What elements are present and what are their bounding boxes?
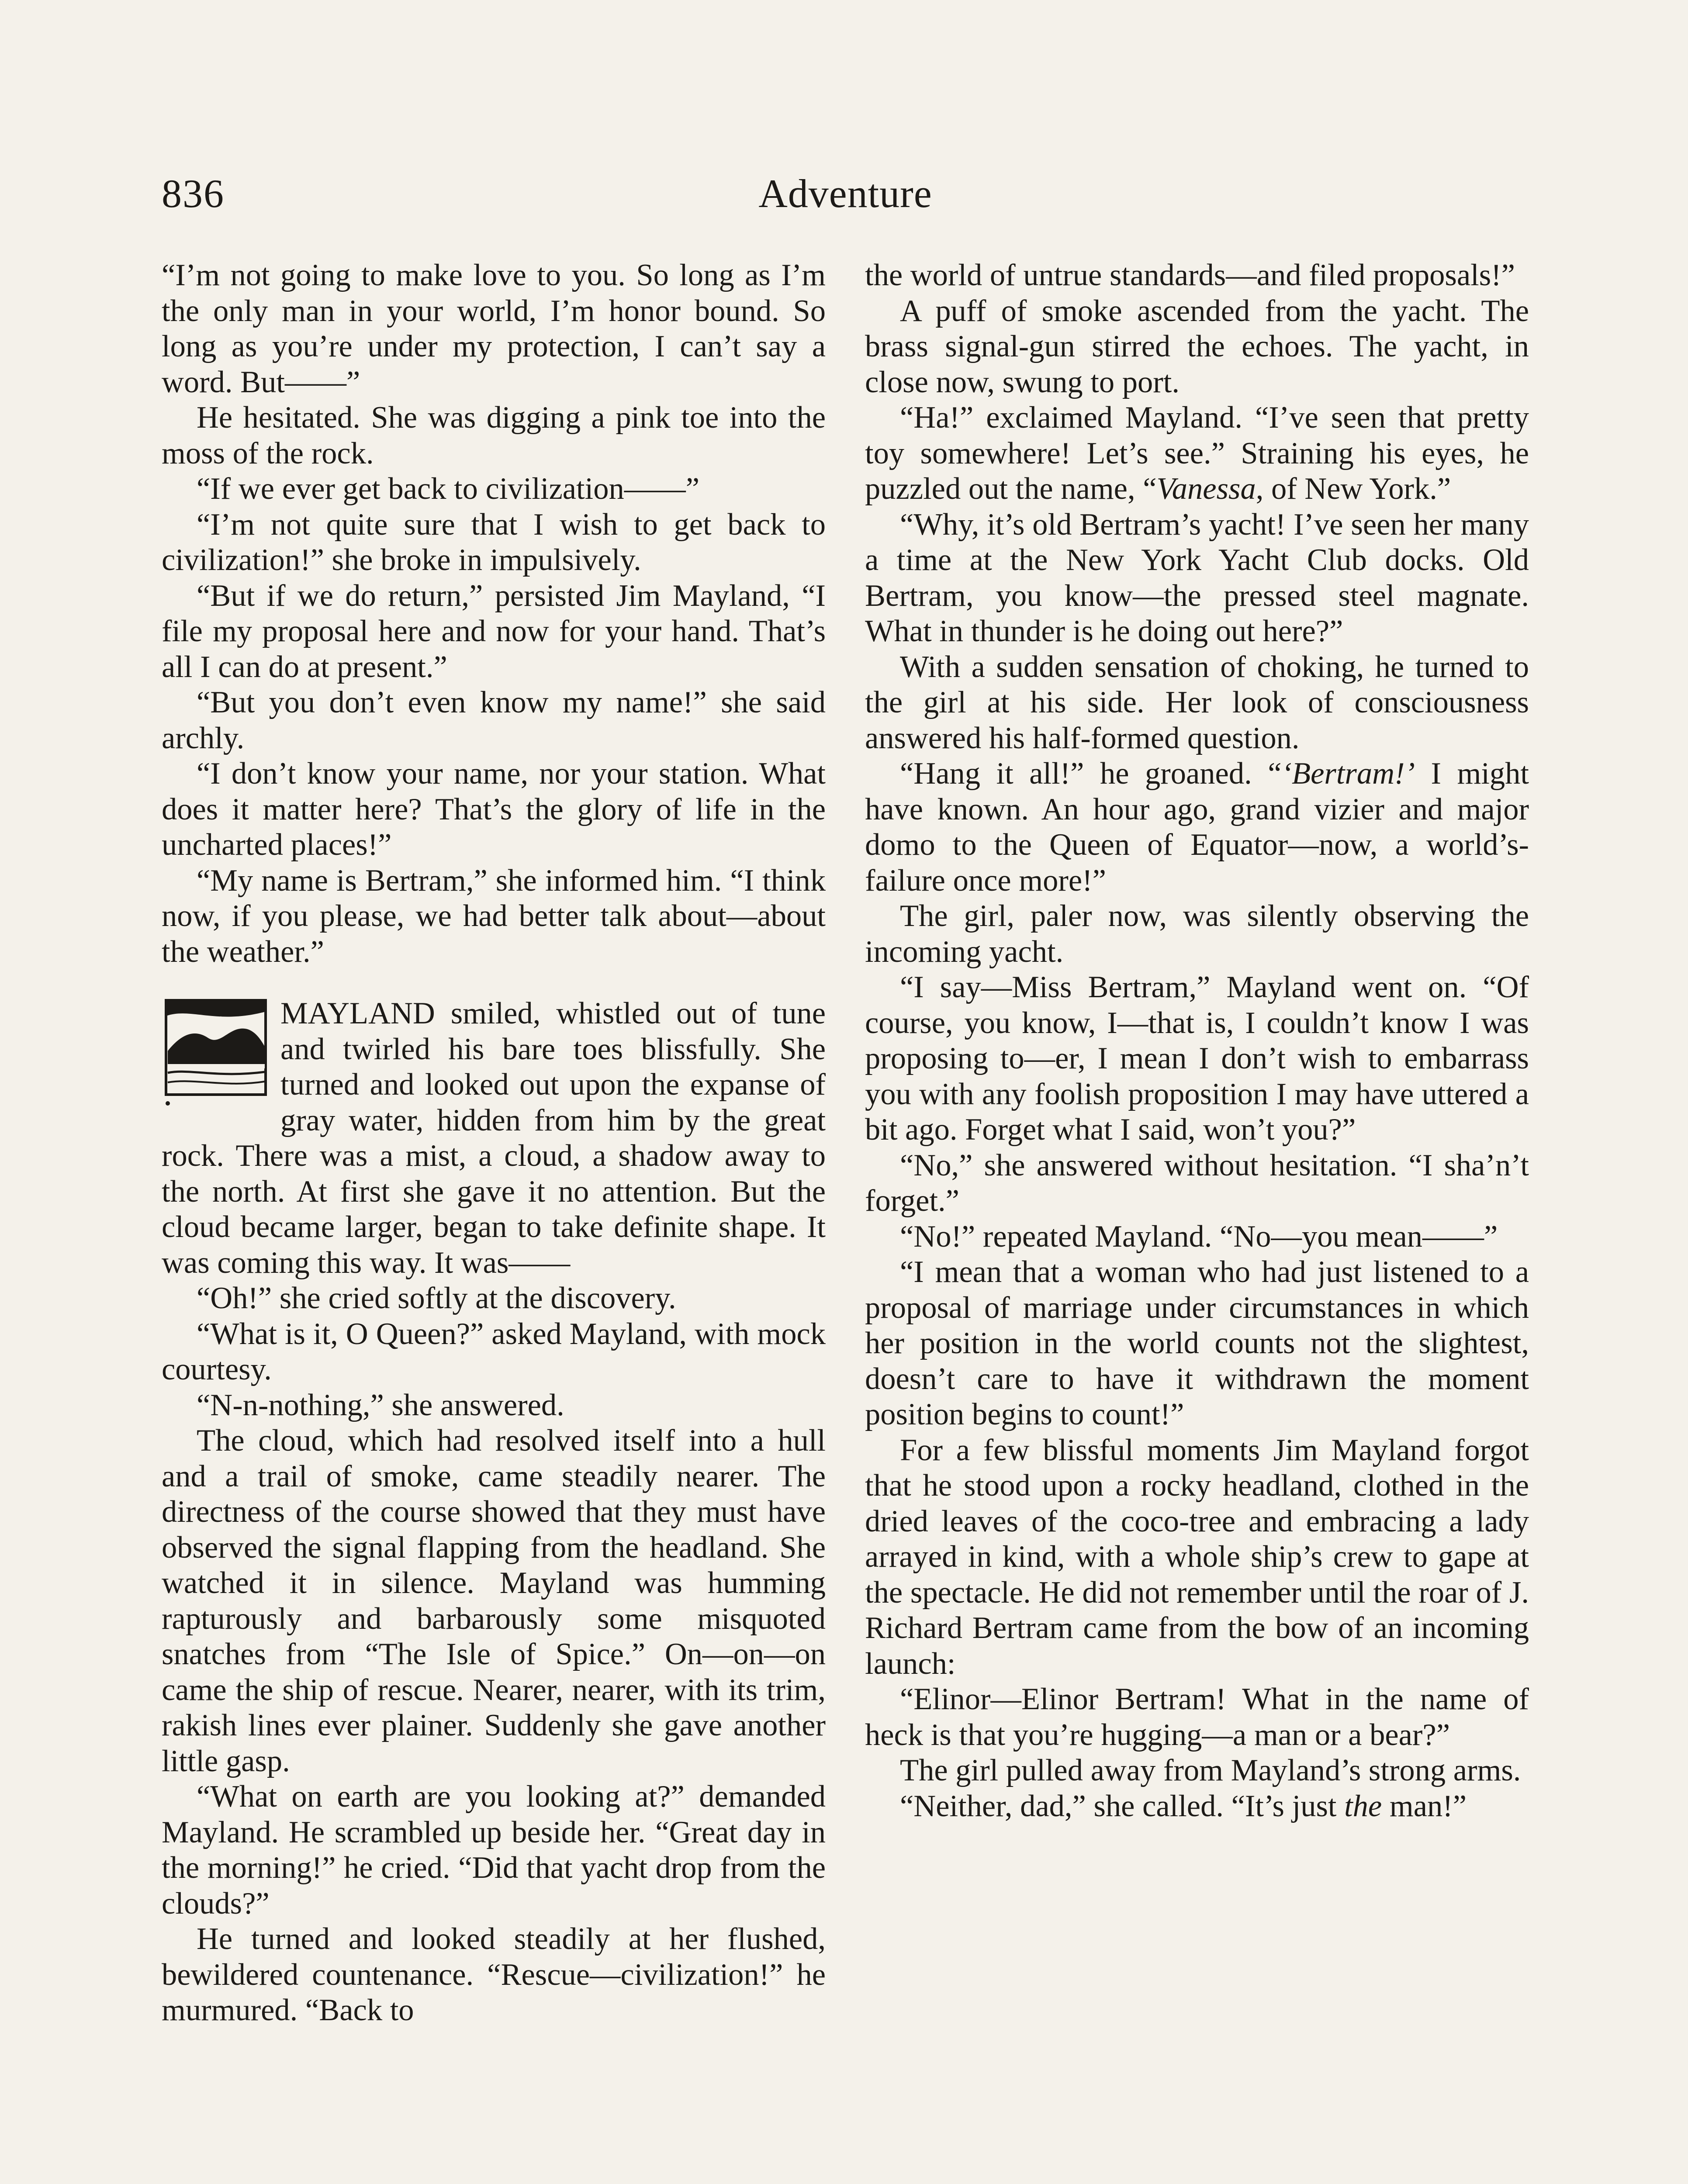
paragraph: The cloud, which had resolved itself into a hull and a trail of smoke, came steadily nearer. The directness of the course showed that they must have observed the signal flapping from the headland. She watched it in silence. Mayland was humming rapturously and barbarously some misquoted snatches from “The Isle of Spice.” On—on—on came the ship of rescue. Nearer, nearer, with its trim, rakish lines ever plainer. Suddenly she gave another little gasp.	[162, 1424, 826, 1778]
paragraph	[865, 1789, 1529, 1825]
page-header	[162, 165, 1529, 222]
paragraph: “But you don’t even know my name!” she said archly.	[162, 685, 826, 755]
paragraph: “But if we do return,” persisted Jim Mayland, “I file my proposal here and now for your hand. That’s all I can do at present.”	[162, 578, 826, 684]
paragraph: The girl pulled away from Mayland’s strong arms.	[900, 1753, 1521, 1787]
right-column	[865, 258, 1529, 1824]
paragraph: With a sudden sensation of choking, he turned to the girl at his side. Her look of consciousness answered his half-formed question.	[865, 650, 1529, 755]
paragraph: “I say—Miss Bertram,” Mayland went on. “Of course, you know, I—that is, I couldn’t know I was proposing to—er, I mean I don’t wish to embarrass you with any foolish proposition I may have uttered a bit ago. Forget what I said, won’t you?”	[865, 970, 1529, 1147]
paragraph: “I’m not quite sure that I wish to get back to civilization!” she broke in impulsively.	[162, 507, 826, 577]
paragraph: “If we ever get back to civilization——”	[197, 472, 699, 506]
paragraph: “What is it, O Queen?” asked Mayland, with mock courtesy.	[162, 1317, 826, 1386]
emphasized-name: ‘Bertram!’	[1281, 757, 1415, 791]
ornamental-seascape-icon	[164, 999, 267, 1107]
section-break	[162, 970, 826, 996]
paragraph: the world of untrue standards—and filed proposals!”	[865, 258, 1515, 292]
paragraph	[865, 400, 1529, 507]
paragraph: A puff of smoke ascended from the yacht. The brass signal-gun stirred the echoes. The yacht, in close now, swung to port.	[865, 294, 1529, 399]
paragraph: He turned and looked steadily at her flushed, bewildered countenance. “Rescue—civilization!” he murmured. “Back to	[162, 1922, 826, 2027]
quote-mark: “	[1143, 472, 1157, 506]
section-opening-text: MAYLAND smiled, whistled out of tune and twirled his bare toes blissfully. She turned and looked out upon the expanse of gray water, hidden from him by the great rock. There was a mist, a cloud, a shadow away to the north. At first she gave it no attention. But the cloud became larger, began to take definite shape. It was coming this way. It was——	[162, 996, 826, 1280]
paragraph-text: , of New York.”	[1256, 472, 1451, 506]
emphasized-word: the	[1344, 1789, 1382, 1823]
paragraph: He hesitated. She was digging a pink toe into the moss of the rock.	[162, 401, 826, 470]
paragraph-text: man!”	[1382, 1789, 1467, 1823]
paragraph: “Elinor—Elinor Bertram! What in the name of heck is that you’re hugging—a man or a bear?”	[865, 1682, 1529, 1752]
paragraph: “No,” she answered without hesitation. “I sha’n’t forget.”	[865, 1148, 1529, 1218]
paragraph-text: “Ha!” exclaimed Mayland. “I’ve seen that pretty toy somewhere! Let’s see.” Straining his eyes, he puzzled out the name,	[865, 401, 1529, 506]
paragraph: “Oh!” she cried softly at the discovery.	[197, 1281, 676, 1315]
yacht-name: Vanessa	[1156, 472, 1256, 506]
paragraph-text: “Neither, dad,” she called. “It’s just	[900, 1789, 1345, 1823]
paragraph: The girl, paler now, was silently observing the incoming yacht.	[865, 899, 1529, 969]
paragraph: “N-n-nothing,” she answered.	[197, 1388, 564, 1422]
paragraph: “I mean that a woman who had just listened to a proposal of marriage under circumstances in which her position in the world counts not the slightest, doesn’t care to have it withdrawn the moment position begins to count!”	[865, 1255, 1529, 1431]
section-opening-paragraph	[162, 996, 826, 1281]
running-head: Adventure	[758, 171, 932, 216]
paragraph-text: I might have known. An hour ago, grand vizier and major domo to the Queen of Equator—now, a world’s-failure once more!”	[865, 757, 1529, 898]
left-column	[162, 258, 826, 2028]
paragraph: “I don’t know your name, nor your station. What does it matter here? That’s the glory of life in the uncharted places!”	[162, 757, 826, 862]
paragraph	[865, 756, 1529, 898]
paragraph: “Why, it’s old Bertram’s yacht! I’ve seen her many a time at the New York Yacht Club docks. Old Bertram, you know—the pressed steel magnate. What in thunder is he doing out here?”	[865, 507, 1529, 648]
paragraph: “No!” repeated Mayland. “No—you mean——”	[900, 1219, 1498, 1254]
paragraph-text: “Hang it all!” he groaned. “	[900, 757, 1282, 791]
paragraph: For a few blissful moments Jim Mayland forgot that he stood upon a rocky headland, clothed in the dried leaves of the coco-tree and embracing a lady arrayed in kind, with a whole ship’s crew to gape at the spectacle. He did not remember until the roar of J. Richard Bertram came from the bow of an incoming launch:	[865, 1433, 1529, 1681]
paragraph: “My name is Bertram,” she informed him. “I think now, if you please, we had better talk about—about the weather.”	[162, 863, 826, 969]
paragraph: “What on earth are you looking at?” demanded Mayland. He scrambled up beside her. “Great day in the morning!” he cried. “Did that yacht drop from the clouds?”	[162, 1780, 826, 1921]
page-number: 836	[162, 171, 225, 216]
paragraph: “I’m not going to make love to you. So long as I’m the only man in your world, I’m honor bound. So long as you’re under my protection, I can’t say a word. But——”	[162, 258, 826, 399]
